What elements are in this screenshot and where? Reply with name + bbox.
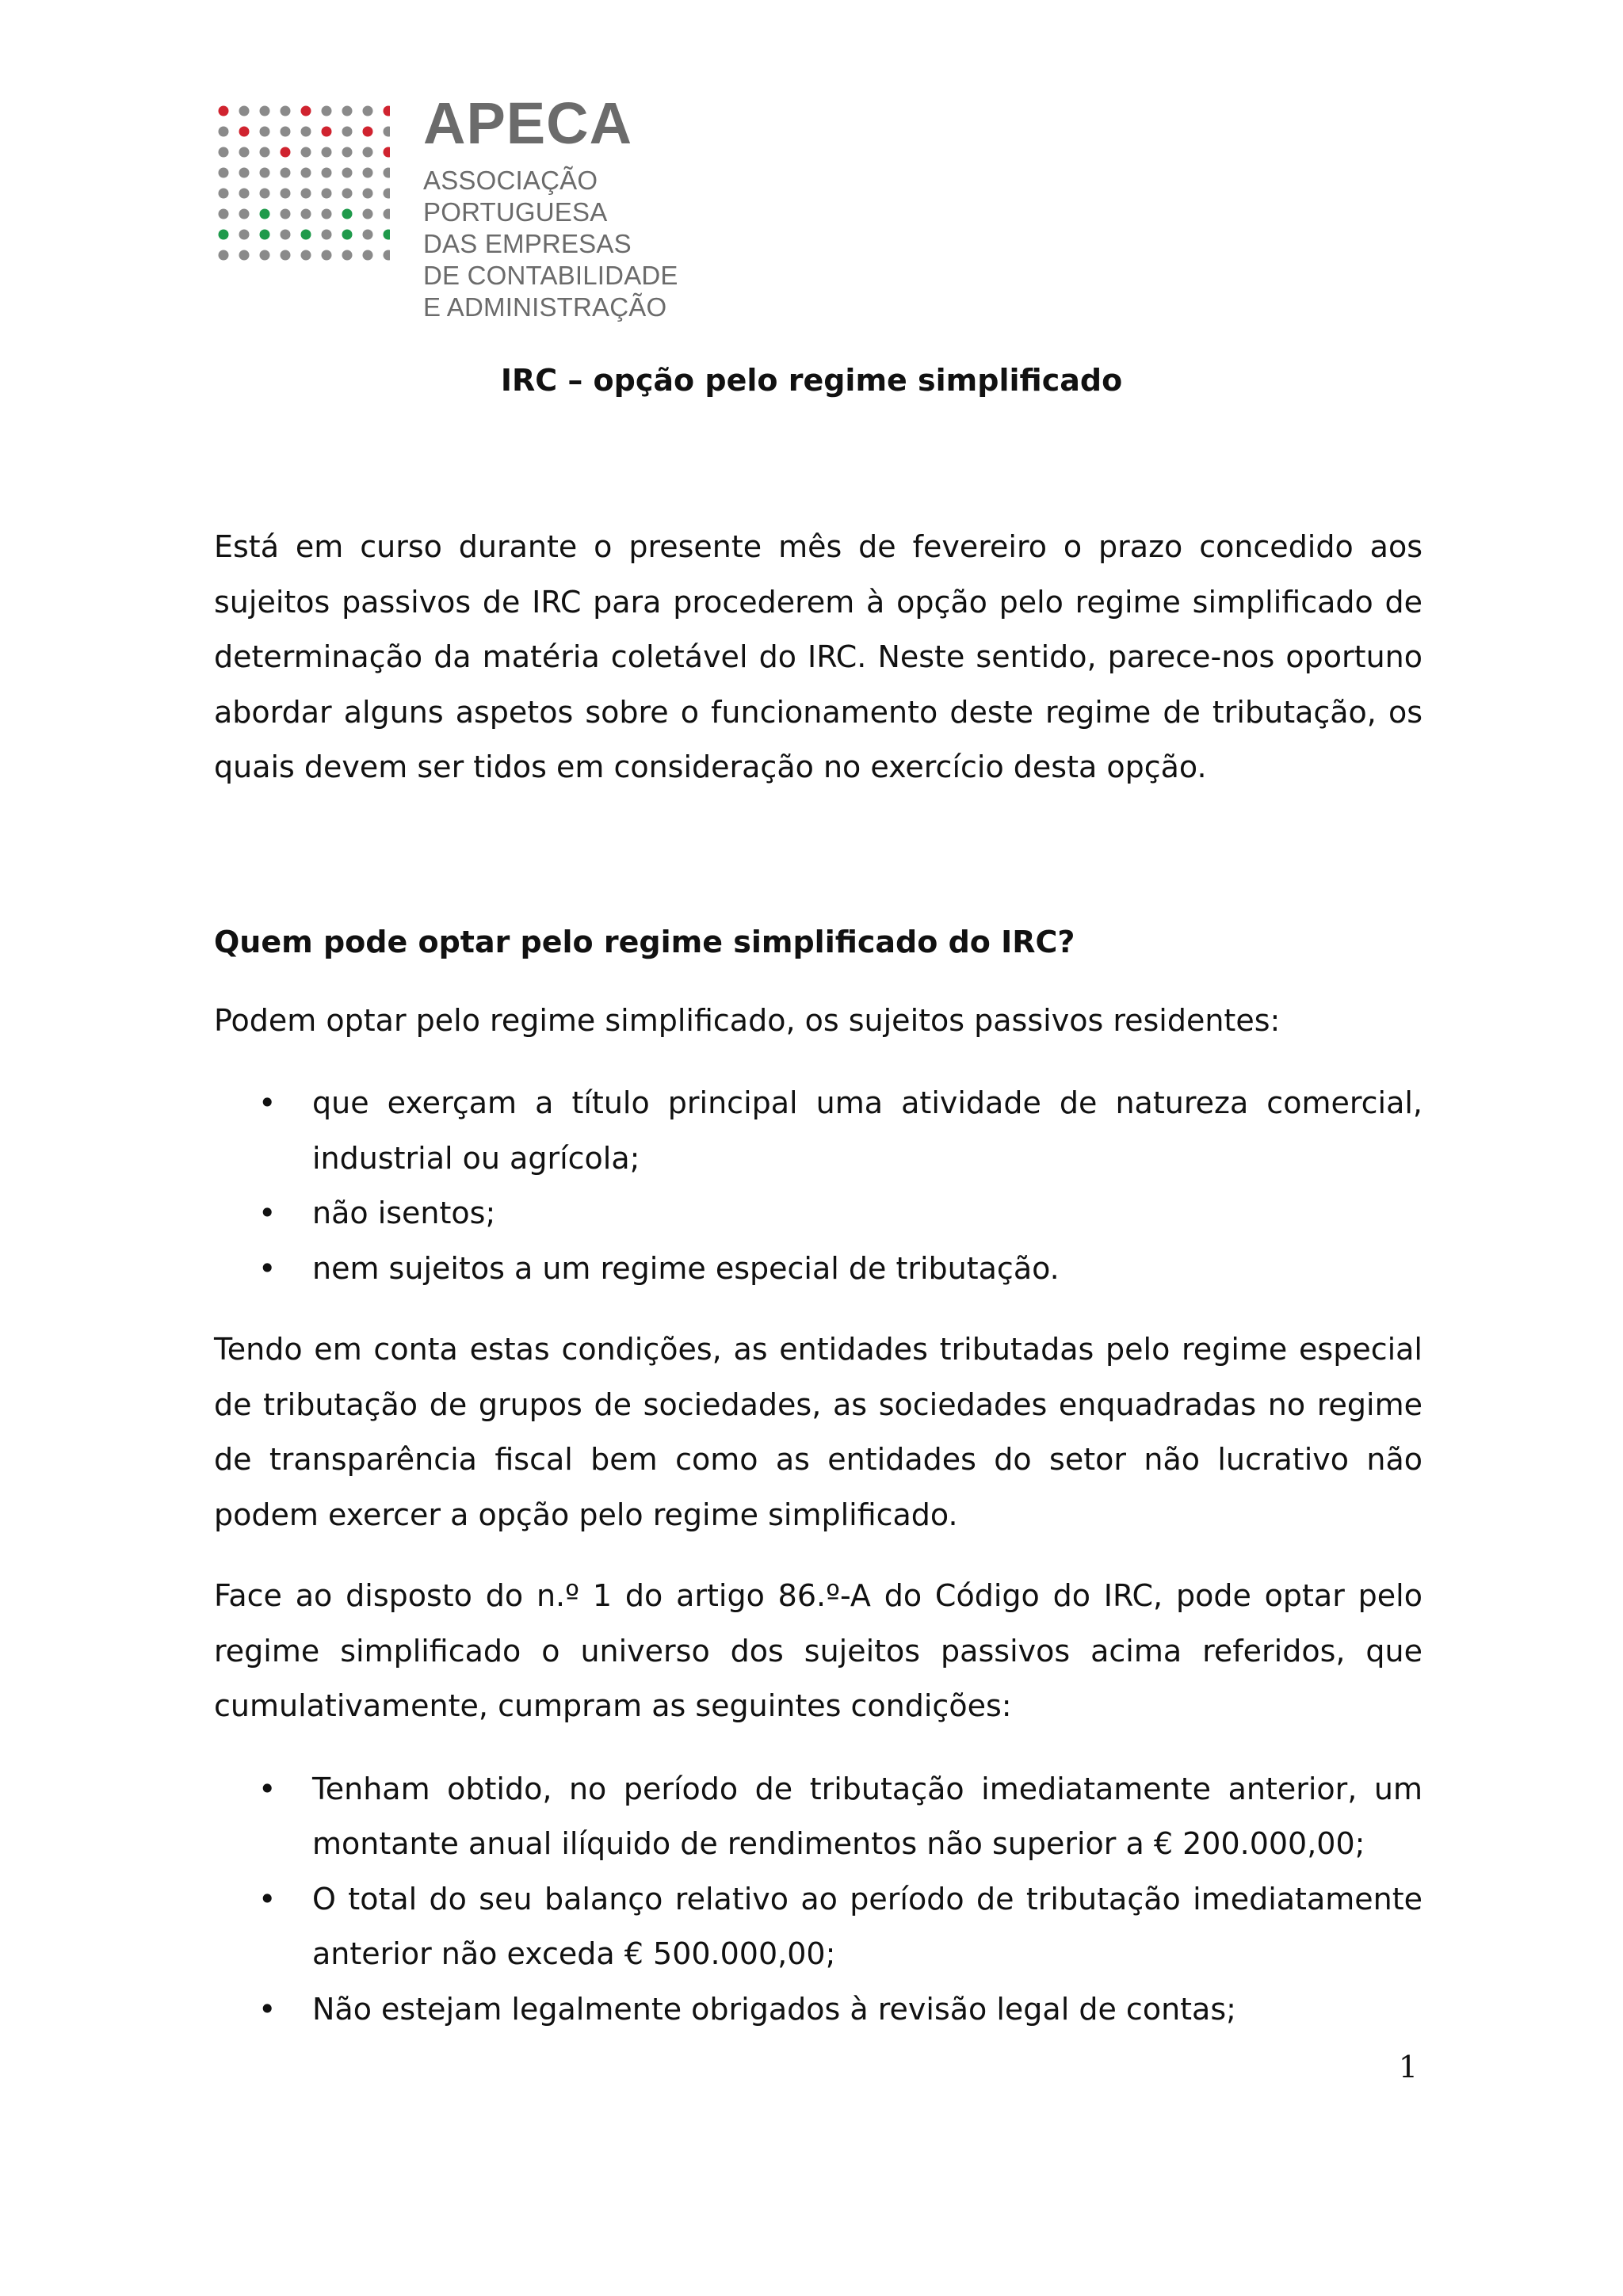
document-title: IRC – opção pelo regime simplificado xyxy=(500,363,1123,398)
spacer xyxy=(214,1543,1423,1569)
spacer xyxy=(214,1048,1423,1076)
logo-dot xyxy=(239,230,250,240)
logo-dot xyxy=(363,250,373,261)
logo-dot xyxy=(281,127,291,137)
logo-dot xyxy=(239,189,250,199)
logo-dot xyxy=(363,127,373,137)
logo-dot xyxy=(219,168,229,178)
logo-org-line-2: DAS EMPRESAS xyxy=(423,229,632,258)
section-heading: Quem pode optar pelo regime simplificado do IRC? xyxy=(214,924,1075,959)
logo-dot xyxy=(239,168,250,178)
logo-dot xyxy=(260,168,270,178)
bullet-icon: • xyxy=(258,1881,277,1917)
logo-dot xyxy=(384,147,391,158)
logo-org-line-4: E ADMINISTRAÇÃO xyxy=(423,292,667,322)
apeca-dot-grid-logo xyxy=(216,101,390,276)
spacer xyxy=(214,795,1423,922)
logo-brand: APECA xyxy=(423,90,633,156)
logo-dot xyxy=(281,230,291,240)
list-item-text: O total do seu balanço relativo ao período de tributação imediatamente anterior não exceda € 500.000,00; xyxy=(312,1881,1423,1971)
logo-org-line-3: DE CONTABILIDADE xyxy=(423,261,678,290)
logo-dot xyxy=(301,106,311,116)
logo-dot xyxy=(260,147,270,158)
logo-dot xyxy=(384,106,391,116)
logo-dot xyxy=(322,209,332,219)
list-item xyxy=(214,1241,1423,1297)
logo-dot xyxy=(342,127,353,137)
logo-dot xyxy=(363,230,373,240)
logo-dot xyxy=(301,147,311,158)
logo-dot xyxy=(281,147,291,158)
logo-dot xyxy=(363,147,373,158)
logo-dot xyxy=(384,209,391,219)
logo-dot xyxy=(219,147,229,158)
list-item-text: que exerçam a título principal uma atividade de natureza comercial, industrial ou agrícola; xyxy=(312,1085,1423,1176)
logo-org-line-1: ASSOCIAÇÃO PORTUGUESA xyxy=(423,166,608,227)
logo-dot xyxy=(239,106,250,116)
logo-dot xyxy=(322,127,332,137)
bullet-icon: • xyxy=(258,1196,277,1230)
apeca-logo xyxy=(216,90,786,322)
logo-dot xyxy=(342,147,353,158)
logo-dot xyxy=(260,127,270,137)
logo-dot xyxy=(342,168,353,178)
logo-dot xyxy=(239,147,250,158)
logo-dot xyxy=(301,250,311,261)
logo-dot xyxy=(342,106,353,116)
logo-dot xyxy=(322,230,332,240)
logo-dot xyxy=(322,250,332,261)
logo-dot xyxy=(260,209,270,219)
logo-dot xyxy=(239,127,250,137)
spacer xyxy=(214,962,1423,994)
bullet-icon: • xyxy=(258,1771,277,1806)
logo-dot xyxy=(219,127,229,137)
logo-dot xyxy=(281,168,291,178)
logo-dot xyxy=(219,189,229,199)
logo-text xyxy=(423,90,788,323)
list-item-text: não isentos; xyxy=(312,1196,496,1230)
logo-dot xyxy=(260,250,270,261)
list-item xyxy=(214,1872,1423,1982)
logo-dot xyxy=(363,168,373,178)
spacer xyxy=(214,1296,1423,1322)
logo-dot xyxy=(301,168,311,178)
logo-dot xyxy=(363,209,373,219)
logo-dot xyxy=(260,189,270,199)
logo-dot xyxy=(239,209,250,219)
logo-dot xyxy=(281,189,291,199)
logo-dot xyxy=(219,209,229,219)
logo-dot xyxy=(219,230,229,240)
logo-dot xyxy=(301,209,311,219)
bullet-icon: • xyxy=(258,1250,277,1286)
logo-dot xyxy=(363,106,373,116)
logo-dot xyxy=(342,250,353,261)
logo-dot xyxy=(384,250,391,261)
logo-dot xyxy=(322,147,332,158)
logo-dot xyxy=(342,189,353,199)
logo-dot xyxy=(281,106,291,116)
document-content xyxy=(214,520,1423,2037)
logo-dot xyxy=(239,250,250,261)
conditions-intro: Face ao disposto do n.º 1 do artigo 86.º-A do Código do IRC, pode optar pelo regime simplificado o universo dos sujeitos passivos acima referidos, que cumulativamente, cumpram as seguintes condições: xyxy=(214,1578,1423,1723)
logo-dot xyxy=(219,250,229,261)
list-item-text: nem sujeitos a um regime especial de tributação. xyxy=(312,1250,1060,1286)
logo-dot xyxy=(281,209,291,219)
logo-dot xyxy=(322,106,332,116)
list-item xyxy=(214,1982,1423,2038)
spacer xyxy=(214,1734,1423,1762)
list-item xyxy=(214,1762,1423,1872)
logo-dot xyxy=(322,168,332,178)
logo-dot xyxy=(301,127,311,137)
bullet-icon: • xyxy=(258,1085,277,1120)
logo-dot xyxy=(363,189,373,199)
logo-dot xyxy=(322,189,332,199)
bullet-icon: • xyxy=(258,1991,277,2027)
logo-dot xyxy=(342,209,353,219)
logo-dot xyxy=(260,106,270,116)
logo-dot xyxy=(384,230,391,240)
logo-dot xyxy=(342,230,353,240)
logo-dot xyxy=(301,230,311,240)
eligibility-intro: Podem optar pelo regime simplificado, os sujeitos passivos residentes: xyxy=(214,1002,1281,1038)
list-item xyxy=(214,1076,1423,1186)
logo-dot xyxy=(384,189,391,199)
list-item-text: Tenham obtido, no período de tributação imediatamente anterior, um montante anual ilíquido de rendimentos não superior a € 200.000,00; xyxy=(312,1771,1423,1861)
logo-dot xyxy=(219,106,229,116)
logo-dot xyxy=(384,127,391,137)
exclusions-paragraph: Tendo em conta estas condições, as entidades tributadas pelo regime especial de tributação de grupos de sociedades, as sociedades enquadradas no regime de transparência fiscal bem como as entidades do setor não lucrativo não podem exercer a opção pelo regime simplificado. xyxy=(214,1332,1423,1532)
page-number: 1 xyxy=(1398,2050,1418,2084)
list-item xyxy=(214,1186,1423,1241)
logo-dot xyxy=(260,230,270,240)
conditions-list xyxy=(214,1762,1423,2038)
intro-paragraph: Está em curso durante o presente mês de fevereiro o prazo concedido aos sujeitos passivos de IRC para procederem à opção pelo regime simplificado de determinação da matéria coletável do IRC. Neste sentido, parece-nos oportuno abordar alguns aspetos sobre o funcionamento deste regime de tributação, os quais devem ser tidos em consideração no exercício desta opção. xyxy=(214,529,1423,784)
eligibility-list xyxy=(214,1076,1423,1296)
logo-dot xyxy=(384,168,391,178)
logo-dot xyxy=(281,250,291,261)
logo-dot xyxy=(301,189,311,199)
list-item-text: Não estejam legalmente obrigados à revisão legal de contas; xyxy=(312,1991,1236,2027)
